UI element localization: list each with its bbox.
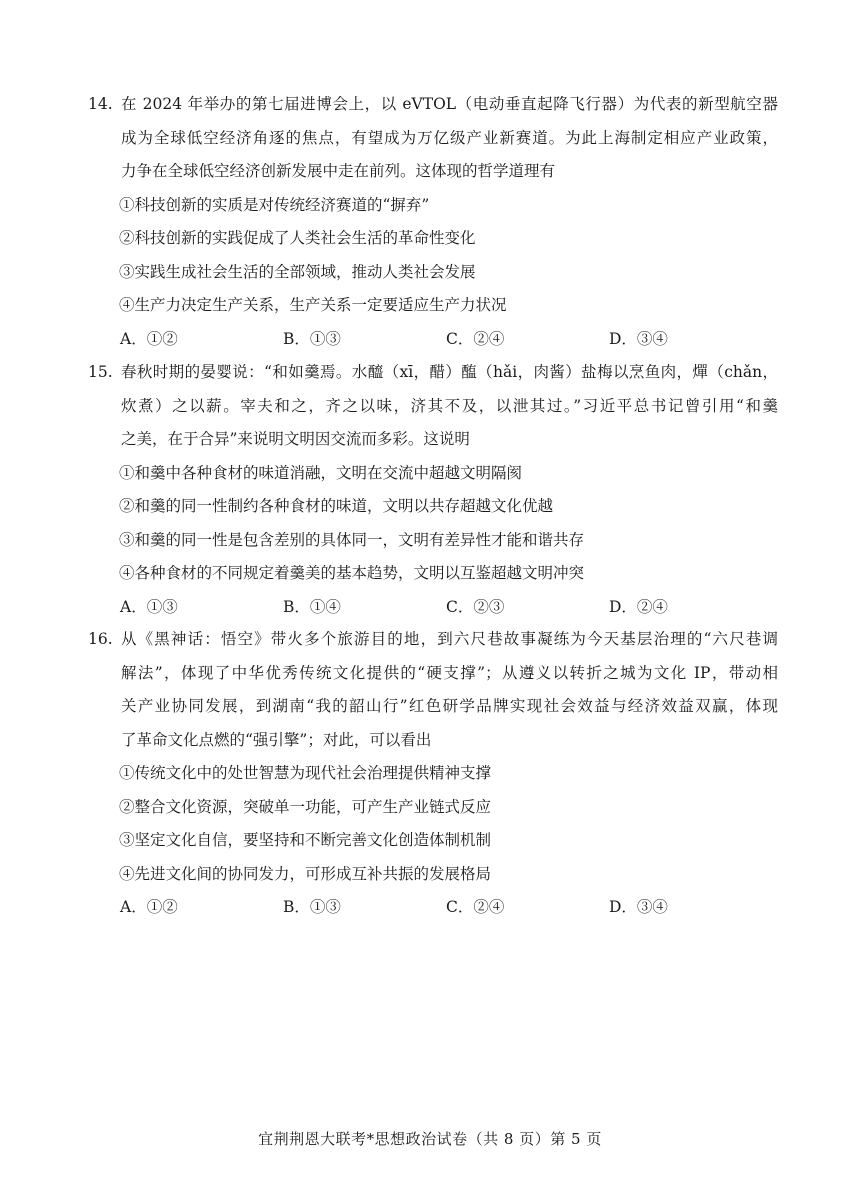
question-stem-line (88, 390, 778, 424)
question-16 (88, 623, 778, 925)
option-d: D．③④ (609, 898, 668, 916)
statement-1: ①传统文化中的处世智慧为现代社会治理提供精神支撑 (119, 764, 492, 782)
page-footer: 宜荆荆恩大联考*思想政治试卷（共 8 页）第 5 页 (258, 1130, 602, 1148)
option-d: D．③④ (609, 329, 668, 348)
option-d: D．②④ (609, 597, 668, 616)
question-stem-line (88, 155, 778, 189)
statement-2: ②科技创新的实践促成了人类社会生活的革命性变化 (119, 229, 476, 247)
option-a: A．①③ (120, 597, 178, 616)
option-a: A．①② (120, 898, 178, 916)
option-c: C．②④ (446, 898, 505, 916)
question-number: 14. (88, 95, 113, 113)
question-stem-text: 之美，在于合异”来说明文明因交流而多彩。这说明 (121, 430, 470, 448)
statement-3: ③坚定文化自信，要坚持和不断完善文化创造体制机制 (119, 831, 492, 849)
statement-3: ③实践生成社会生活的全部领域，推动人类社会发展 (119, 262, 476, 281)
question-15 (88, 356, 778, 624)
question-stem-line (88, 88, 778, 122)
statement-1: ①和羹中各种食材的味道消融，文明在交流中超越文明隔阂 (119, 463, 523, 482)
option-b: B．①④ (283, 597, 341, 616)
question-stem-line (88, 724, 778, 758)
question-stem-text: 从《黑神话：悟空》带火多个旅游目的地，到六尺巷故事凝练为今天基层治理的“六尺巷调 (121, 630, 778, 648)
question-stem-text: 关产业协同发展，到湖南“我的韶山行”红色研学品牌实现社会效益与经济效益双赢，体现 (121, 697, 778, 715)
statement-2: ②和羹的同一性制约各种食材的味道，文明以共存超越文化优越 (119, 497, 554, 515)
option-b: B．①③ (283, 898, 341, 916)
question-stem-line (88, 623, 778, 657)
statement-4: ④生产力决定生产关系，生产关系一定要适应生产力状况 (119, 296, 507, 314)
question-stem-text: 成为全球低空经济角逐的焦点，有望成为万亿级产业新赛道。为此上海制定相应产业政策， (121, 128, 778, 147)
question-stem-line (88, 356, 778, 390)
question-stem-text: 解法”，体现了中华优秀传统文化提供的“硬支撑”；从遵义以转折之城为文化 IP，带动相 (121, 663, 778, 682)
question-stem-line (88, 657, 778, 691)
question-number: 16. (88, 630, 113, 648)
question-stem-text: 了革命文化点燃的“强引擎”；对此，可以看出 (121, 730, 432, 749)
question-stem-line (88, 690, 778, 724)
question-stem-text: 力争在全球低空经济创新发展中走在前列。这体现的哲学道理有 (121, 162, 556, 180)
option-c: C．②④ (446, 329, 505, 348)
question-stem-text: 春秋时期的晏婴说：“和如羹焉。水醯（xī，醋）醢（hǎi，肉酱）盐梅以烹鱼肉，燀（chǎn， (121, 363, 778, 381)
statement-4: ④先进文化间的协同发力，可形成互补共振的发展格局 (119, 864, 492, 883)
option-a: A．①② (120, 329, 178, 348)
answer-options (88, 591, 778, 625)
answer-options (88, 323, 778, 357)
statement-3: ③和羹的同一性是包含差别的具体同一，文明有差异性才能和谐共存 (119, 530, 585, 549)
answer-options (88, 891, 778, 925)
statement-2: ②整合文化资源，突破单一功能，可产生产业链式反应 (119, 797, 492, 816)
option-c: C．②③ (446, 597, 505, 616)
question-stem-text: 在 2024 年举办的第七届进博会上，以 eVTOL（电动垂直起降飞行器）为代表的新型航空器 (121, 95, 778, 113)
question-number: 15. (88, 363, 113, 381)
statement-4: ④各种食材的不同规定着羹美的基本趋势，文明以互鉴超越文明冲突 (119, 564, 585, 582)
question-stem-text: 炊煮）之以薪。宰夫和之，齐之以味，济其不及，以泄其过。”习近平总书记曾引用“和羹 (121, 396, 778, 415)
question-14 (88, 88, 778, 356)
option-b: B．①③ (283, 329, 341, 348)
question-stem-line (88, 122, 778, 156)
question-stem-line (88, 423, 778, 457)
statement-1: ①科技创新的实质是对传统经济赛道的“摒弃” (119, 195, 430, 214)
